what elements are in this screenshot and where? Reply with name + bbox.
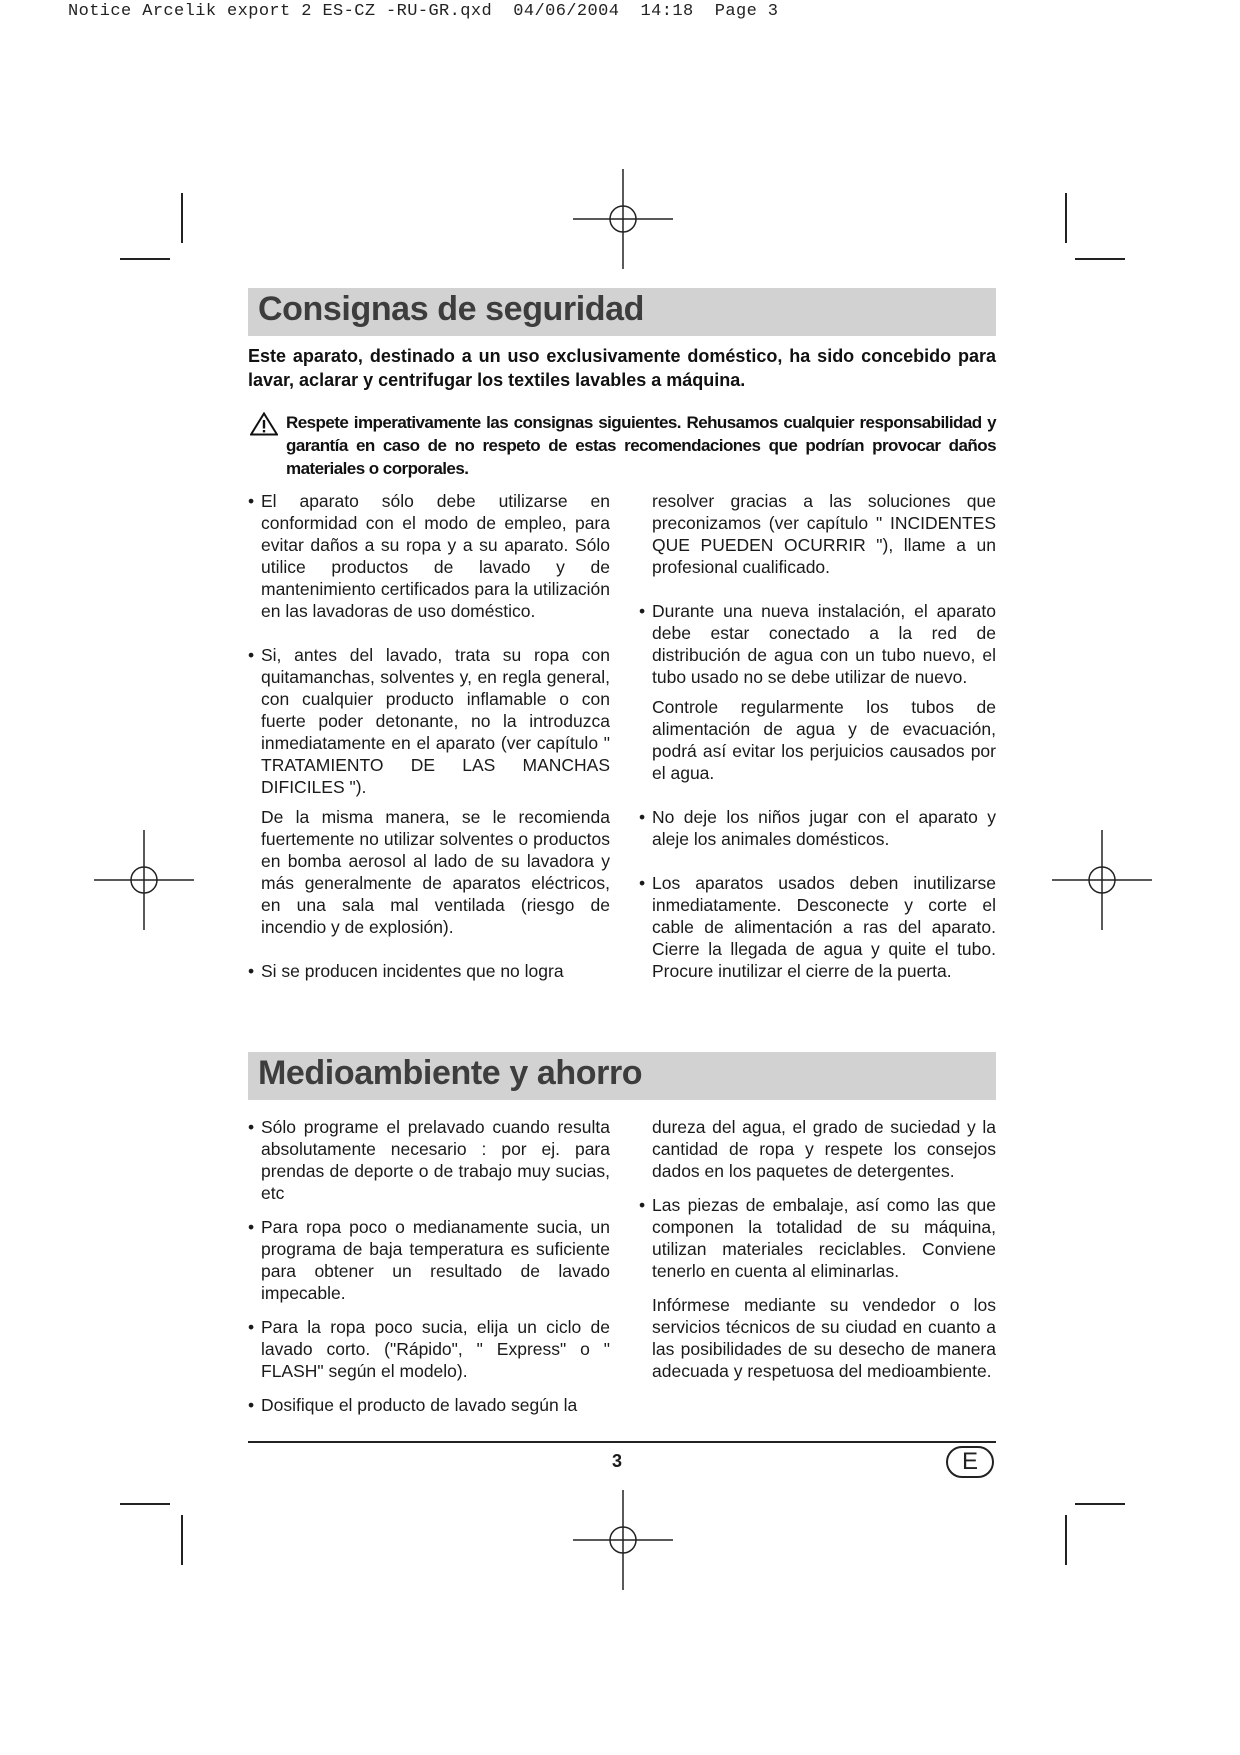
list-item: • Sólo programe el prelavado cuando resulta absolutamente necesario : por ej. para prendas de deporte o de trabajo muy sucias, etc xyxy=(248,1117,610,1203)
crop-mark xyxy=(120,258,170,260)
list-item-continuation: Infórmese mediante su vendedor o los servicios técnicos de su ciudad en cuanto a las posibilidades de su desecho de manera adecuada y respetuosa del medioambiente. xyxy=(652,1295,996,1381)
list-item: • Durante una nueva instalación, el aparato debe estar conectado a la red de distribución de agua con un tubo nuevo, el tubo usado no se debe utilizar de nuevo. xyxy=(639,601,996,687)
crop-mark xyxy=(1075,258,1125,260)
environment-section-header xyxy=(248,1052,996,1100)
list-item-continuation: dureza del agua, el grado de suciedad y la cantidad de ropa y respete los consejos dados en los paquetes de detergentes. xyxy=(652,1117,996,1181)
registration-mark-icon xyxy=(573,169,673,269)
safety-left-column xyxy=(248,490,610,982)
page-number: 3 xyxy=(612,1451,623,1471)
list-item: • Los aparatos usados deben inutilizarse inmediatamente. Desconecte y corte el cable de alimentación a ras del aparato. Cierre la llegada de agua y quite el tubo. Procure inutilizar el cierre de la puerta. xyxy=(639,873,996,981)
safety-intro: Este aparato, destinado a un uso exclusivamente doméstico, ha sido concebido para lavar, aclarar y centrifugar los textiles lavables a máquina. xyxy=(248,346,996,390)
list-item-continuation: Controle regularmente los tubos de alimentación de agua y de evacuación, podrá así evitar los perjuicios causados por el agua. xyxy=(652,697,996,783)
list-item: • No deje los niños jugar con el aparato y aleje los animales domésticos. xyxy=(639,807,996,849)
safety-warning xyxy=(250,411,996,480)
crop-mark xyxy=(181,1515,183,1565)
header-time: 14:18 xyxy=(640,2,694,21)
environment-section-title: Medioambiente y ahorro xyxy=(258,1054,643,1092)
registration-mark-icon xyxy=(94,830,194,930)
environment-left-column xyxy=(248,1116,610,1416)
list-item: • Para ropa poco o medianamente sucia, un programa de baja temperatura es suficiente para obtener un resultado de lavado impecable. xyxy=(248,1217,610,1303)
crop-mark xyxy=(181,193,183,243)
list-item-continuation: resolver gracias a las soluciones que preconizamos (ver capítulo " INCIDENTES QUE PUEDEN OCURRIR "), llame a un profesional cualificado. xyxy=(652,491,996,577)
language-badge: E xyxy=(946,1446,994,1478)
list-item: • Dosifique el producto de lavado según la xyxy=(248,1395,578,1415)
safety-right-column xyxy=(639,490,996,982)
list-item: • El aparato sólo debe utilizarse en conformidad con el modo de empleo, para evitar daños a su ropa y a su aparato. Sólo utilice productos de lavado y de mantenimiento certificados para la utilización en las lavadoras de uso doméstico. xyxy=(248,491,610,621)
header-date: 04/06/2004 xyxy=(513,2,620,21)
registration-mark-icon xyxy=(573,1490,673,1590)
crop-mark xyxy=(1075,1503,1125,1505)
crop-mark xyxy=(1065,1515,1067,1565)
warning-triangle-icon xyxy=(250,412,278,436)
warning-text: Respete imperativamente las consignas siguientes. Rehusamos cualquier responsabilidad y garantía en caso de no respeto de estas recomendaciones que podrían provocar daños materiales o corporales. xyxy=(286,413,996,478)
list-item-continuation: De la misma manera, se le recomienda fuertemente no utilizar solventes o productos en bomba aerosol al lado de su lavadora y más generalmente de aparatos eléctricos, en una sala mal ventilada (riesgo de incendio y de explosión). xyxy=(261,807,610,937)
header-page-label: Page 3 xyxy=(714,2,779,21)
environment-right-column xyxy=(639,1116,996,1382)
print-header xyxy=(68,2,778,21)
safety-section-title: Consignas de seguridad xyxy=(258,290,645,328)
registration-mark-icon xyxy=(1052,830,1152,930)
list-item: • Para la ropa poco sucia, elija un ciclo de lavado corto. ("Rápido", " Express" o " FLASH" según el modelo). xyxy=(248,1317,610,1381)
crop-mark xyxy=(120,1503,170,1505)
list-item: • Si se producen incidentes que no logra xyxy=(248,961,564,981)
list-item: • Si, antes del lavado, trata su ropa con quitamanchas, solventes y, en regla general, con cualquier producto inflamable o con fuerte poder detonante, no la introduzca inmediatamente en el aparato (ver capítulo " TRATAMIENTO DE LAS MANCHAS DIFICILES "). xyxy=(248,645,610,797)
safety-section-header xyxy=(248,288,996,336)
crop-mark xyxy=(1065,193,1067,243)
footer-divider xyxy=(248,1441,996,1443)
header-file: Notice Arcelik export 2 ES-CZ -RU-GR.qxd xyxy=(68,2,493,21)
list-item: • Las piezas de embalaje, así como las que componen la totalidad de su máquina, utilizan materiales reciclables. Conviene tenerlo en cuenta al eliminarlas. xyxy=(639,1195,996,1281)
